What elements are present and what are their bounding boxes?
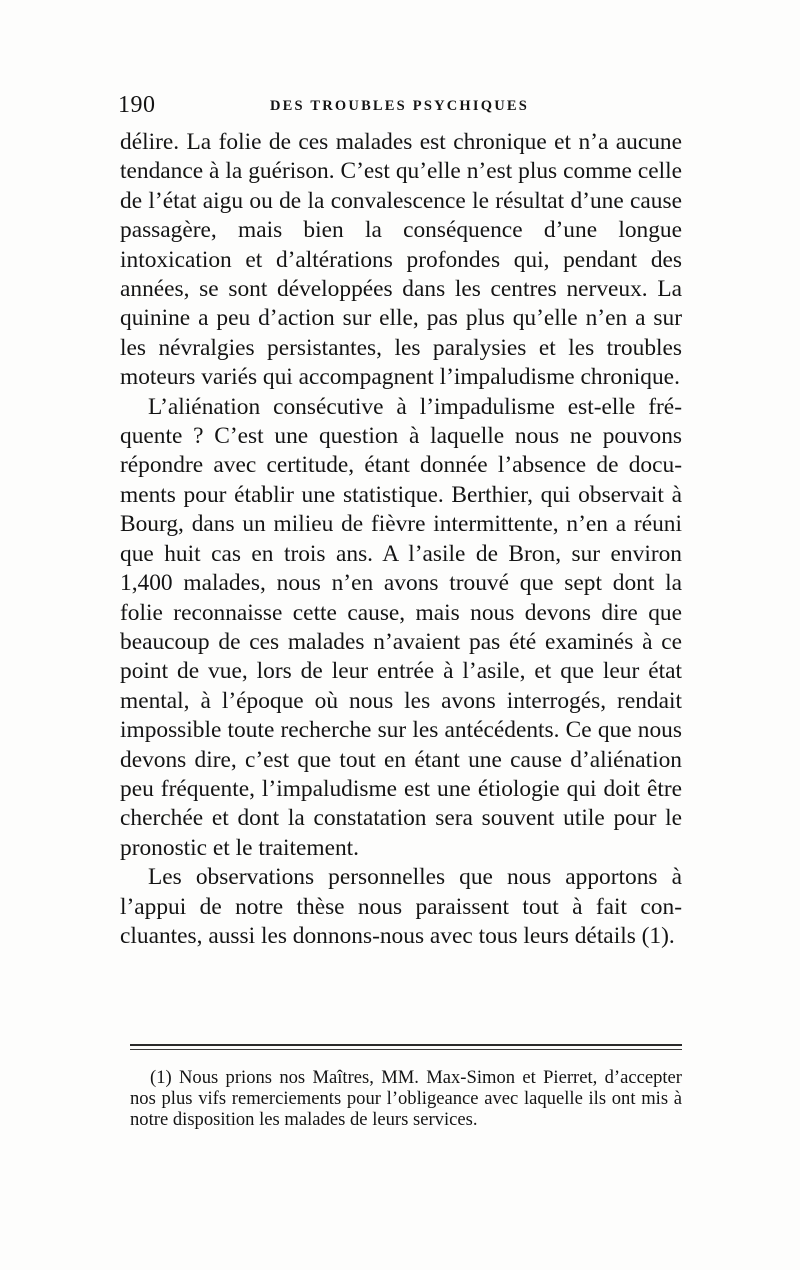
body-text <box>120 128 682 951</box>
footnote-rule-thin <box>130 1049 682 1050</box>
footnote: (1) Nous prions nos Maîtres, MM. Max-Simon et Pierret, d’accepter nos plus vifs remerciements pour l’obligeance avec laquelle ils ont mis à notre disposition les malades de leurs services. <box>130 1067 682 1130</box>
page-number: 190 <box>118 92 156 118</box>
paragraph: Les observations personnelles que nous apportons à l’appui de notre thèse nous paraissent tout à fait concluantes, aussi les donnons-nous avec tous leurs détails (1). <box>120 864 682 949</box>
paragraph: délire. La folie de ces malades est chronique et n’a aucune tendance à la guérison. C’est qu’elle n’est plus comme celle de l’état aigu ou de la convalescence le résultat d’une cause passagère, mais bien la conséquence d’une longue intoxication et d’altérations profondes qui, pendant des années, se sont développées dans les centres nerveux. La quinine a peu d’action sur elle, pas plus qu’elle n’en a sur les névralgies persistantes, les paralysies et les troubles moteurs variés qui accompagnent l’impaludisme chronique. <box>120 129 682 391</box>
running-head: DES TROUBLES PSYCHIQUES <box>270 98 530 114</box>
footnote-rule <box>130 1044 682 1046</box>
page-header <box>118 90 684 120</box>
paragraph: L’aliénation consécutive à l’impadulisme est-elle fréquente ? C’est une question à laquelle nous ne pouvons répondre avec certitude, étant donnée l’absence de documents pour établir une statistique. Berthier, qui observait à Bourg, dans un milieu de fièvre intermittente, n’en a réuni que huit cas en trois ans. A l’asile de Bron, sur environ 1,400 malades, nous n’en avons trouvé que sept dont la folie reconnaisse cette cause, mais nous devons dire que beaucoup de ces malades n’avaient pas été examinés à ce point de vue, lors de leur entrée à l’asile, et que leur état mental, à l’époque où nous les avons interrogés, rendait impossible toute recherche sur les antécédents. Ce que nous devons dire, c’est que tout en étant une cause d’aliénation peu fréquente, l’impaludisme est une étiologie qui doit être cherchée et dont la constatation sera souvent utile pour le pronostic et le traitement. <box>120 393 682 861</box>
